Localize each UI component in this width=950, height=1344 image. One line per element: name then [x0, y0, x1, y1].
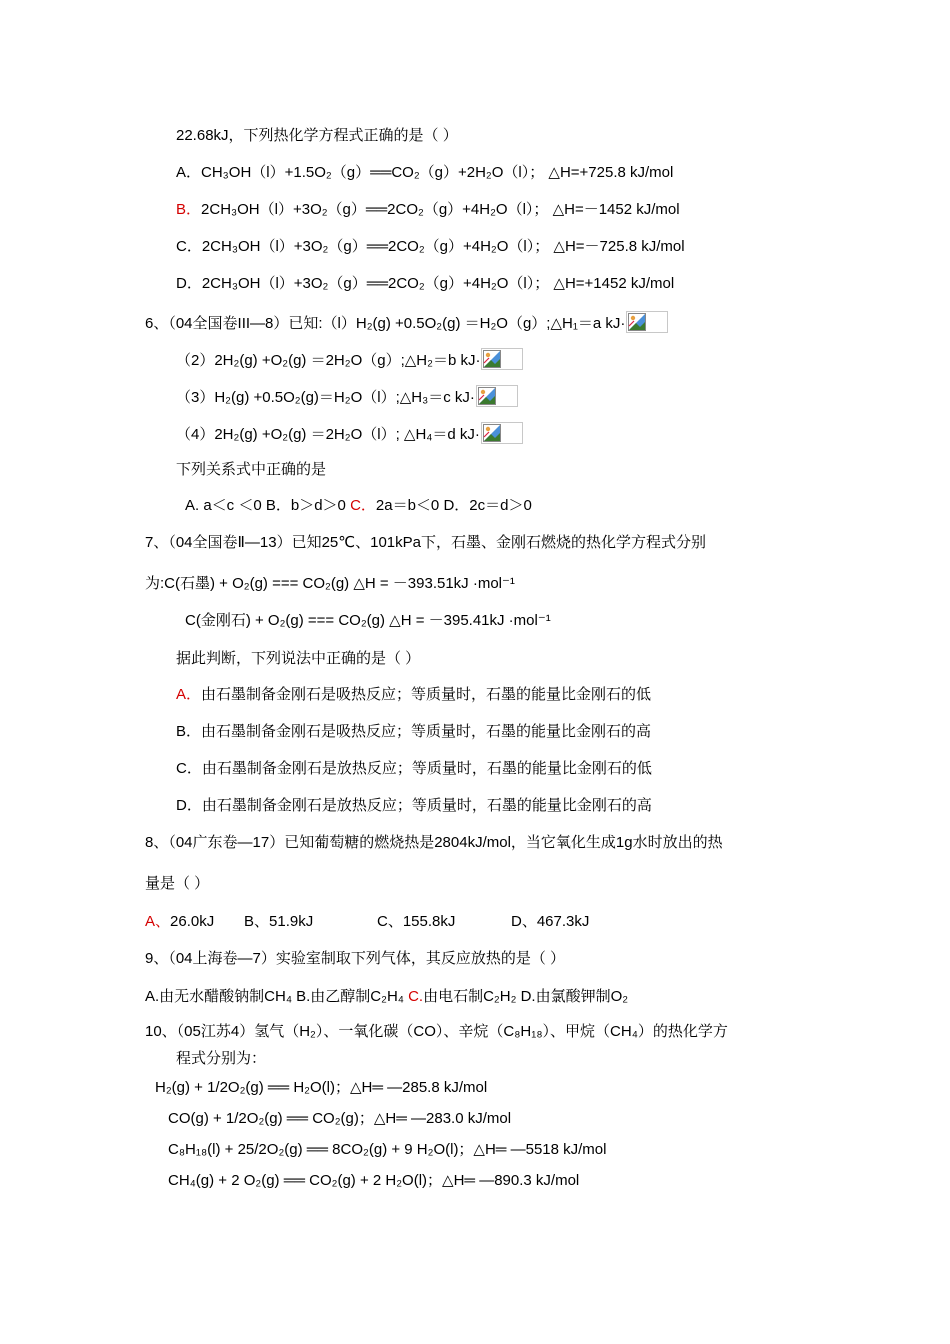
q7-option-a-label: A． — [176, 686, 202, 703]
q6-options — [185, 496, 532, 516]
q9-options-ab: A.由无水醋酸钠制CH₄ B.由乙醇制C₂H₄ — [145, 988, 409, 1005]
q6-options-ab: A. a＜c ＜0 B．b＞d＞0 — [185, 497, 351, 514]
q7-option-a-text: 由石墨制备金刚石是吸热反应；等质量时，石墨的能量比金刚石的低 — [201, 686, 652, 703]
q10-line-2: 程式分别为： — [176, 1050, 267, 1067]
q8-option-a-label: A、 — [145, 913, 171, 930]
q7-option-c: C．由石墨制备金刚石是放热反应；等质量时，石墨的能量比金刚石的低 — [176, 760, 652, 777]
q6-ask: 下列关系式中正确的是 — [176, 461, 327, 478]
q10-equation-1: H₂(g) + 1/2O₂(g) ══ H₂O(l)；△H═ —285.8 kJ/mol — [155, 1079, 488, 1096]
q9-line-1: 9、（04上海卷—7）实验室制取下列气体，其反应放热的是（ ） — [145, 950, 566, 967]
q6-line-1 — [145, 311, 668, 334]
q5-option-b-label: B． — [176, 201, 202, 218]
broken-image-icon — [476, 385, 518, 407]
q5-option-a-text: CH₃OH（l）+1.5O₂（g）══CO₂（g）+2H₂O（l）； △H=+725.8 kJ/mol — [201, 164, 674, 181]
q6-line-2 — [176, 348, 523, 371]
q6-line-4-text: （4）2H₂(g) +O₂(g) ＝2H₂O（l）; △H₄＝d kJ· — [176, 426, 480, 443]
broken-image-icon — [481, 348, 523, 370]
q10-equation-3: C₈H₁₈(l) + 25/2O₂(g) ══ 8CO₂(g) + 9 H₂O(l)；△H═ —5518 kJ/mol — [168, 1141, 607, 1158]
q7-line-2: 为:C(石墨) + O₂(g) === CO₂(g) △H = －393.51kJ ·mol⁻¹ — [145, 575, 515, 592]
q5-option-c — [176, 237, 685, 257]
q5-option-d-text: 2CH₃OH（l）+3O₂（g）══2CO₂（g）+4H₂O（l）； △H=+1452 kJ/mol — [201, 275, 675, 292]
q9-options-cd: 由电石制C₂H₂ D.由氯酸钾制O₂ — [423, 988, 629, 1005]
q7-line-1: 7、（04全国卷Ⅱ—13）已知25℃、101kPa下，石墨、金刚石燃烧的热化学方程式分别 — [145, 534, 707, 551]
q5-option-a — [176, 163, 673, 183]
q8-option-b: B、51.9kJ — [244, 913, 314, 930]
q6-line-3 — [176, 385, 518, 408]
q6-line-3-text: （3）H₂(g) +0.5O₂(g)＝H₂O（l）;△H₃＝c kJ· — [176, 389, 475, 406]
q7-option-a — [176, 685, 651, 705]
q7-option-b: B．由石墨制备金刚石是吸热反应；等质量时，石墨的能量比金刚石的高 — [176, 723, 652, 740]
q9-options — [145, 987, 628, 1007]
q5-option-b — [176, 200, 680, 220]
q5-option-c-label: C． — [176, 238, 202, 255]
q6-options-cd: 2a＝b＜0 D．2c＝d＞0 — [375, 497, 532, 514]
q7-option-d: D．由石墨制备金刚石是放热反应；等质量时，石墨的能量比金刚石的高 — [176, 797, 652, 814]
q10-equation-2: CO(g) + 1/2O₂(g) ══ CO₂(g)；△H═ —283.0 kJ/mol — [168, 1110, 512, 1127]
q5-option-d-label: D． — [176, 275, 202, 292]
q8-option-a — [145, 912, 214, 932]
q8-option-c: C、155.8kJ — [377, 913, 456, 930]
q5-option-b-text: 2CH₃OH（l）+3O₂（g）══2CO₂（g）+4H₂O（l）； △H=－1452 kJ/mol — [201, 201, 680, 218]
q5-option-d — [176, 274, 674, 294]
q8-line-2: 量是（ ） — [145, 875, 210, 892]
q5-option-c-text: 2CH₃OH（l）+3O₂（g）══2CO₂（g）+4H₂O（l）； △H=－725.8 kJ/mol — [201, 238, 685, 255]
q6-line-4 — [176, 422, 523, 445]
q8-option-d: D、467.3kJ — [511, 913, 590, 930]
q10-line-1: 10、（05江苏4）氢气（H₂）、一氧化碳（CO）、辛烷（C₈H₁₈）、甲烷（CH₄）的热化学方 — [145, 1023, 728, 1040]
q5-option-a-label: A． — [176, 164, 202, 181]
q5-stem-tail: 22.68kJ，下列热化学方程式正确的是（ ） — [176, 127, 458, 144]
q8-line-1: 8、（04广东卷—17）已知葡萄糖的燃烧热是2804kJ/mol，当它氧化生成1g水时放出的热 — [145, 834, 723, 851]
q6-line-1-text: 6、（04全国卷III—8）已知:（l）H₂(g) +0.5O₂(g) ＝H₂O（g）;△H₁＝a kJ· — [145, 315, 626, 332]
q10-equation-4: CH₄(g) + 2 O₂(g) ══ CO₂(g) + 2 H₂O(l)；△H═ —890.3 kJ/mol — [168, 1172, 580, 1189]
broken-image-icon — [626, 311, 668, 333]
q7-ask: 据此判断，下列说法中正确的是（ ） — [176, 650, 421, 667]
broken-image-icon — [481, 422, 523, 444]
q6-option-c-label: C． — [350, 497, 376, 514]
q9-option-c-label: C. — [408, 988, 424, 1005]
q7-line-3: C(金刚石) + O₂(g) === CO₂(g) △H = －395.41kJ ·mol⁻¹ — [185, 612, 551, 629]
q8-option-a-text: 26.0kJ — [170, 913, 215, 930]
q6-line-2-text: （2）2H₂(g) +O₂(g) ＝2H₂O（g）;△H₂＝b kJ· — [176, 352, 481, 369]
